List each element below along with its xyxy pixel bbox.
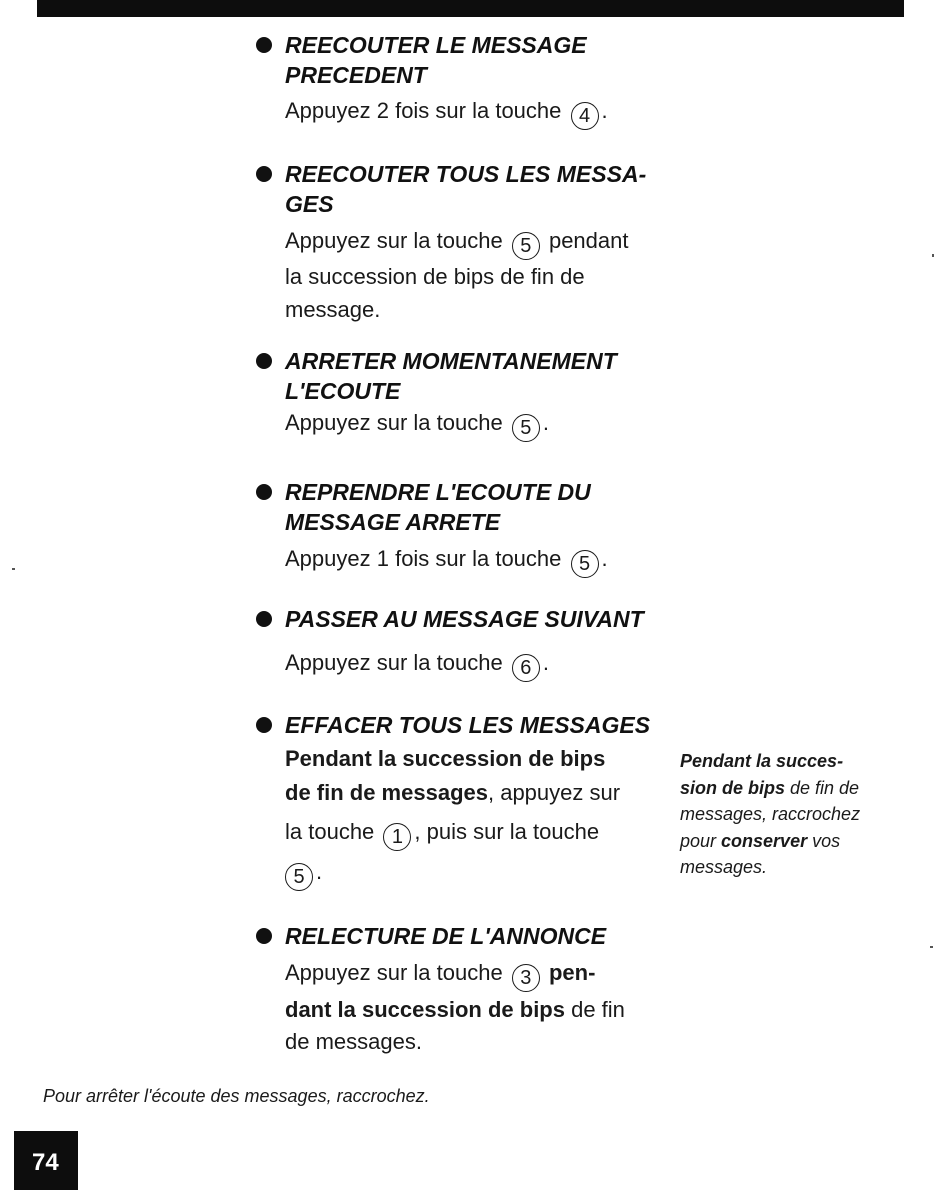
section-heading: PASSER AU MESSAGE SUIVANT [256, 604, 676, 634]
section-next-message [256, 604, 676, 682]
section-heading: ARRETER MOMENTANEMENT L'ECOUTE [256, 346, 676, 406]
bullet-icon [256, 166, 272, 182]
top-border-bar [37, 0, 904, 17]
section-body: Appuyez sur la touche 6 . [256, 646, 676, 682]
key-5-icon: 5 [512, 232, 540, 260]
section-pause-playback [256, 346, 676, 442]
section-body: Pendant la succession de bips de fin de messages, appuyez sur la touche 1 , puis sur la touche 5 . [256, 742, 656, 891]
scan-speck [932, 254, 934, 257]
section-previous-message [256, 30, 676, 130]
bullet-icon [256, 37, 272, 53]
key-5-icon: 5 [512, 414, 540, 442]
key-5-icon: 5 [285, 863, 313, 891]
bullet-icon [256, 611, 272, 627]
bullet-icon [256, 353, 272, 369]
page-number-box [14, 1131, 78, 1190]
bullet-icon [256, 484, 272, 500]
key-4-icon: 4 [571, 102, 599, 130]
key-1-icon: 1 [383, 823, 411, 851]
scan-speck [12, 568, 15, 570]
section-replay-greeting [256, 921, 676, 1057]
footer-note: Pour arrêter l'écoute des messages, raccrochez. [43, 1086, 430, 1106]
bullet-icon [256, 717, 272, 733]
section-body: Appuyez 2 fois sur la touche 4 . [256, 94, 676, 130]
section-body: Appuyez 1 fois sur la touche 5 . [256, 542, 676, 578]
page-number: 74 [32, 1149, 59, 1176]
section-heading: REPRENDRE L'ECOUTE DU MESSAGE ARRETE [256, 477, 676, 537]
section-delete-all [256, 710, 656, 891]
section-heading: RELECTURE DE L'ANNONCE [256, 921, 676, 951]
section-heading: EFFACER TOUS LES MESSAGES [256, 710, 656, 740]
section-body: Appuyez sur la touche 5 . [256, 406, 676, 442]
section-heading: REECOUTER LE MESSAGE PRECEDENT [256, 30, 676, 90]
scan-speck [930, 946, 933, 948]
section-body: Appuyez sur la touche 5 pendant la succession de bips de fin de message. [285, 228, 629, 322]
key-5-icon: 5 [571, 550, 599, 578]
side-note: Pendant la succes- sion de bips de fin de messages, raccrochez pour conserver vos messages. [680, 751, 861, 877]
bullet-icon [256, 928, 272, 944]
section-heading: REECOUTER TOUS LES MESSA- GES [256, 159, 676, 219]
section-resume-playback [256, 477, 676, 578]
key-3-icon: 3 [512, 964, 540, 992]
key-6-icon: 6 [512, 654, 540, 682]
section-all-messages [256, 159, 676, 326]
section-body: Appuyez sur la touche 3 pen- dant la succession de bips de fin de messages. [285, 960, 625, 1054]
